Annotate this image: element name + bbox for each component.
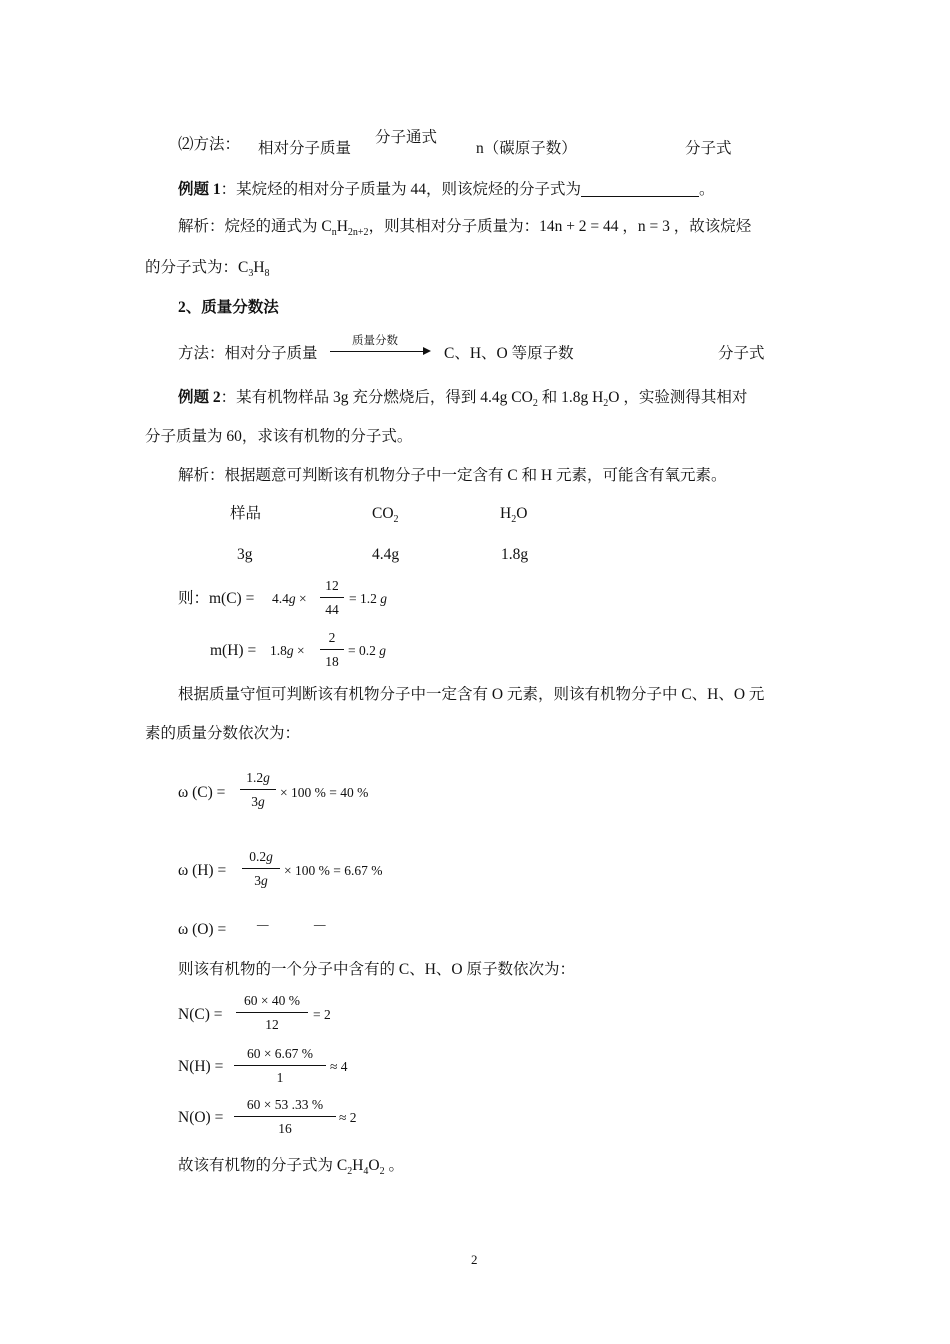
omega-h-label: ω (H) =: [178, 862, 227, 879]
table-value-sample: 3g: [237, 546, 253, 563]
numerator: [240, 770, 276, 786]
mc-result: [349, 589, 387, 609]
fraction-bar: [320, 649, 344, 650]
omega-o-label: ω (O) =: [178, 921, 227, 938]
omega-o-dash: －: [312, 918, 328, 935]
omega-c-fraction: [240, 770, 276, 810]
unit: g: [263, 770, 270, 785]
omega-h-fraction: [242, 849, 280, 889]
unit: g: [286, 643, 294, 658]
example2-line1: [178, 388, 747, 408]
nc-fraction: [236, 993, 308, 1033]
analysis2-intro: 解析：根据题意可判断该有机物分子中一定含有 C 和 H 元素，可能含有氧元素。: [178, 467, 727, 484]
nc-result: = 2: [313, 1007, 331, 1022]
number: 1.8: [270, 643, 287, 658]
unit: g: [288, 591, 296, 606]
nc-label: N(C) =: [178, 1006, 223, 1023]
atoms-intro: 则该有机物的一个分子中含有的 C、H、O 原子数依次为：: [178, 961, 575, 978]
table-header-h2o: [500, 504, 527, 524]
denominator: 1: [276, 1070, 284, 1085]
numerator: 2: [328, 630, 336, 645]
page-number: 2: [471, 1252, 478, 1267]
operator: ×: [297, 643, 305, 658]
subscript: 2: [347, 1166, 353, 1177]
omega-c-label: ω (C) =: [178, 784, 226, 801]
method1-step2: n（碳原子数）: [476, 140, 577, 157]
mh-term: [270, 641, 305, 661]
subscript: 2n+2: [347, 227, 369, 238]
mc-fraction: [320, 578, 344, 618]
nh-fraction: [234, 1046, 326, 1086]
denominator: [240, 794, 276, 810]
denominator: [242, 873, 280, 889]
subscript: 2: [532, 398, 538, 409]
element-symbol: O: [368, 1157, 380, 1174]
section2-method-label: 方法：相对分子质量: [178, 345, 318, 362]
unit: g: [261, 873, 268, 888]
subscript: 4: [363, 1166, 369, 1177]
no-result: ≈ 2: [339, 1110, 357, 1125]
numerator: 60 × 40 %: [244, 993, 300, 1008]
no-label: N(O) =: [178, 1109, 224, 1126]
subscript: 2: [393, 514, 399, 525]
no-fraction: [234, 1097, 336, 1137]
section2-step2: C、H、O 等原子数: [444, 345, 574, 362]
fraction-bar: [242, 868, 280, 869]
mh-fraction: [320, 630, 344, 670]
conservation-line2: 素的质量分数依次为：: [145, 725, 301, 742]
result-value: = 0.2: [348, 643, 376, 658]
example2-text-a: ：某有机物样品 3g 充分燃烧后，得到 4.4g CO: [220, 389, 533, 406]
numerator: [242, 849, 280, 865]
mh-result: [348, 641, 386, 661]
analysis1-line2: [145, 258, 270, 278]
nh-result: ≈ 4: [330, 1059, 348, 1074]
conclusion-end: 。: [384, 1157, 405, 1174]
numerator: 12: [325, 578, 339, 593]
example2-line2: 分子质量为 60，求该有机物的分子式。: [145, 428, 413, 445]
number: 4.4: [272, 591, 289, 606]
section2-result: 分子式: [718, 345, 765, 362]
section2-arrow-label: 质量分数: [352, 333, 398, 347]
example2-text-b: 和 1.8g H: [537, 389, 604, 406]
conclusion: [178, 1156, 404, 1176]
analysis1-prefix: 解析：烷烃的通式为 C: [178, 218, 332, 235]
example1-title: 例题 1: [178, 181, 221, 198]
header-text: CO: [372, 505, 394, 522]
fraction-bar: [234, 1116, 336, 1117]
example1-paragraph: [178, 180, 715, 200]
answer-blank: [581, 180, 699, 197]
header-tail: O: [516, 505, 528, 522]
element-symbol: H: [352, 1157, 364, 1174]
omega-c-result: × 100 % = 40 %: [280, 785, 369, 800]
numerator: 60 × 6.67 %: [246, 1046, 314, 1061]
element-symbol: H: [336, 218, 348, 235]
denominator: 16: [278, 1121, 292, 1136]
section2-title: 2、质量分数法: [178, 299, 279, 316]
denominator: 12: [265, 1017, 279, 1032]
example2-title: 例题 2: [178, 389, 221, 406]
arrow-line: [330, 351, 424, 352]
analysis1-line1: [178, 217, 751, 237]
subscript: n: [331, 227, 337, 238]
omega-o-dash: －: [255, 918, 271, 935]
table-header-sample: 样品: [230, 505, 262, 522]
table-header-co2: [372, 504, 399, 524]
numerator: 60 × 53 .33 %: [246, 1097, 324, 1112]
number: 3: [251, 794, 258, 809]
number: 1.2: [246, 770, 264, 785]
method1-label: ⑵方法：: [178, 136, 241, 153]
fraction-bar: [320, 597, 344, 598]
arrow-head-icon: [423, 347, 431, 355]
operator: ×: [299, 591, 307, 606]
table-value-co2: 4.4g: [372, 546, 400, 563]
fraction-bar: [234, 1065, 326, 1066]
method1-step1: 相对分子质量: [258, 140, 352, 157]
fraction-bar: [240, 789, 276, 790]
nh-label: N(H) =: [178, 1058, 224, 1075]
subscript: 2: [379, 1166, 385, 1177]
unit: g: [258, 794, 265, 809]
method1-arrow-label: 分子通式: [375, 129, 438, 146]
example1-text: ：某烷烃的相对分子质量为 44，则该烷烃的分子式为: [220, 181, 582, 198]
method1-result: 分子式: [685, 140, 732, 157]
mc-label: 则：m(C) =: [178, 590, 255, 607]
unit: g: [379, 643, 386, 658]
conclusion-prefix: 故该有机物的分子式为 C: [178, 1157, 348, 1174]
conservation-line1: 根据质量守恒可判断该有机物分子中一定含有 O 元素，则该有机物分子中 C、H、O 元: [178, 686, 765, 703]
number: 3: [254, 873, 261, 888]
element-symbol: H: [253, 259, 265, 276]
result-value: = 1.2: [349, 591, 377, 606]
subscript: 3: [248, 268, 254, 279]
subscript: 2: [511, 514, 517, 525]
example1-end: 。: [699, 181, 715, 198]
analysis1-middle: ，则其相对分子质量为：14n + 2 = 44 ，n = 3 ，故该烷烃: [368, 218, 752, 235]
mc-term: [272, 589, 307, 609]
denominator: 18: [325, 654, 339, 669]
fraction-bar: [236, 1012, 308, 1013]
subscript: 2: [603, 398, 609, 409]
unit: g: [380, 591, 387, 606]
unit: g: [266, 849, 273, 864]
mh-label: m(H) =: [210, 642, 257, 659]
denominator: 44: [325, 602, 339, 617]
analysis1-line2-prefix: 的分子式为：C: [145, 259, 249, 276]
example2-text-c: O ，实验测得其相对: [608, 389, 748, 406]
number: 0.2: [249, 849, 267, 864]
subscript: 8: [264, 268, 270, 279]
table-value-h2o: 1.8g: [501, 546, 529, 563]
omega-h-result: × 100 % = 6.67 %: [284, 863, 383, 878]
header-text: H: [500, 505, 512, 522]
